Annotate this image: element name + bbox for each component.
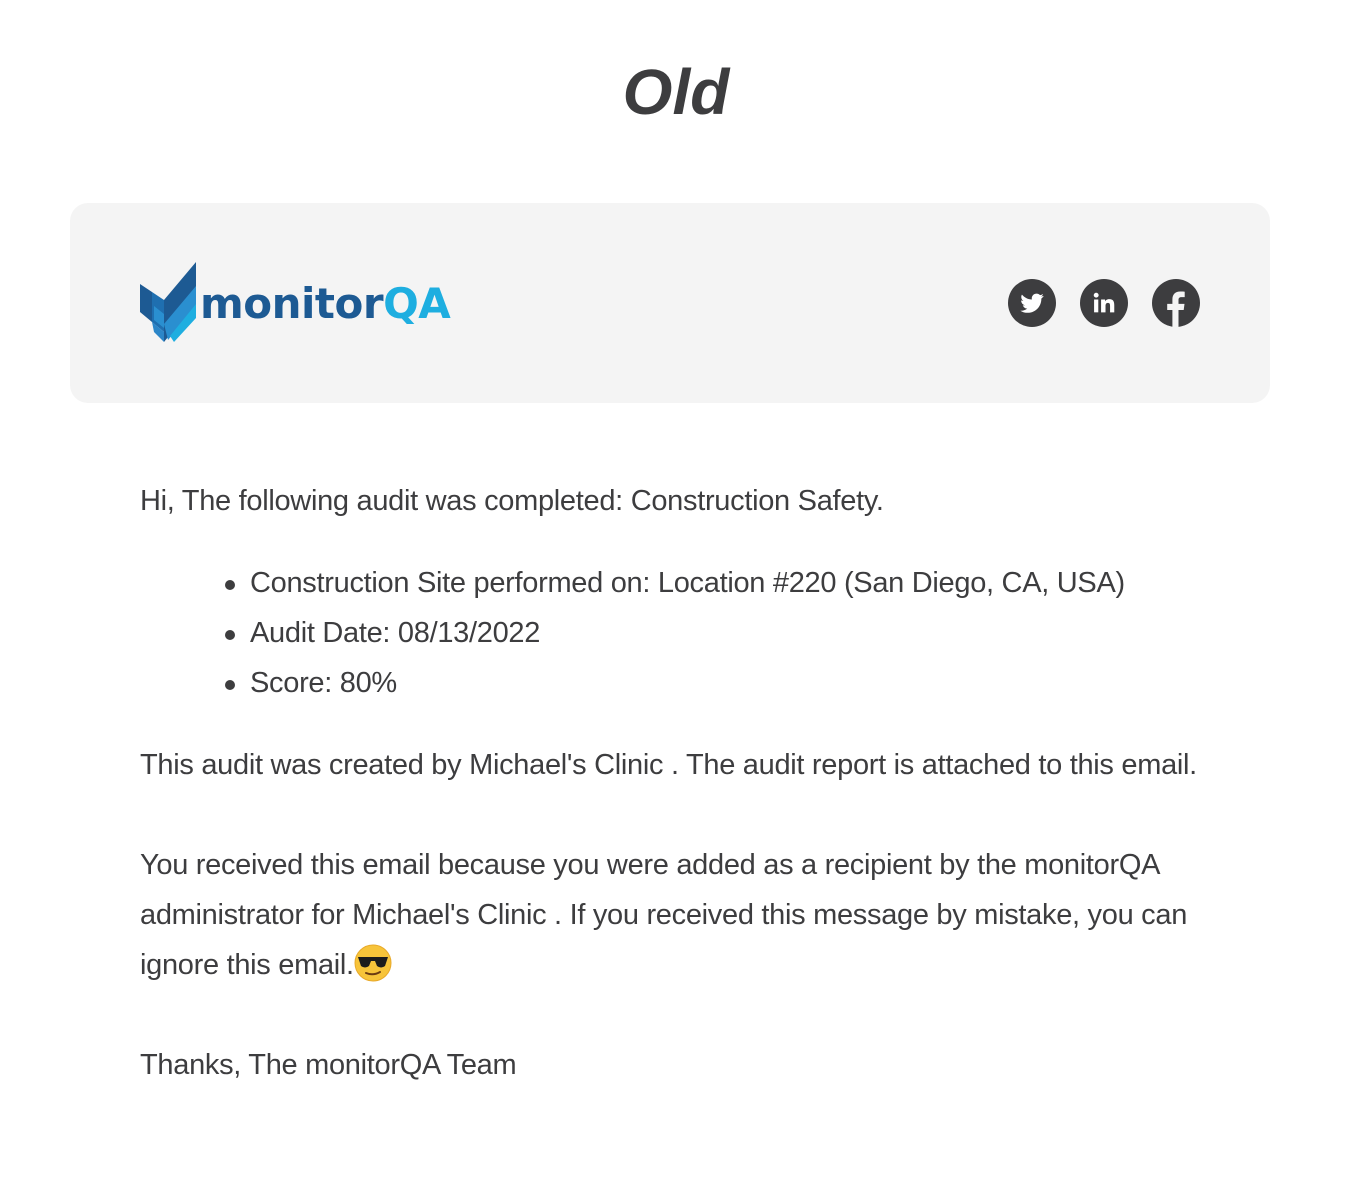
created-by-text: This audit was created by Michael's Clinic . The audit report is attached to this email. xyxy=(140,749,1197,781)
audit-details-list xyxy=(140,558,1220,708)
sign-off-text: Thanks, The monitorQA Team xyxy=(140,1049,517,1081)
email-body xyxy=(140,476,1220,1090)
list-item: Audit Date: 08/13/2022 xyxy=(250,608,1220,658)
linkedin-icon[interactable] xyxy=(1080,279,1128,327)
received-notice-text xyxy=(140,840,1220,990)
twitter-icon[interactable] xyxy=(1008,279,1056,327)
list-item: Construction Site performed on: Location #220 (San Diego, CA, USA) xyxy=(250,558,1220,608)
social-links xyxy=(1008,279,1200,327)
received-notice-body: You received this email because you were added as a recipient by the monitorQA administrator for Michael's Clinic . If you received this message by mistake, you can ignore this email. xyxy=(140,849,1188,981)
page-title: Old xyxy=(622,56,730,128)
greeting-text: Hi, The following audit was completed: Construction Safety. xyxy=(140,485,884,517)
sunglasses-emoji-icon xyxy=(354,944,392,982)
email-header xyxy=(70,203,1270,403)
logo-checkmark-icon xyxy=(140,262,202,344)
logo-wordmark: monitorQA xyxy=(200,278,451,328)
list-item: Score: 80% xyxy=(250,658,1220,708)
monitorqa-logo[interactable] xyxy=(140,261,450,345)
facebook-icon[interactable] xyxy=(1152,279,1200,327)
